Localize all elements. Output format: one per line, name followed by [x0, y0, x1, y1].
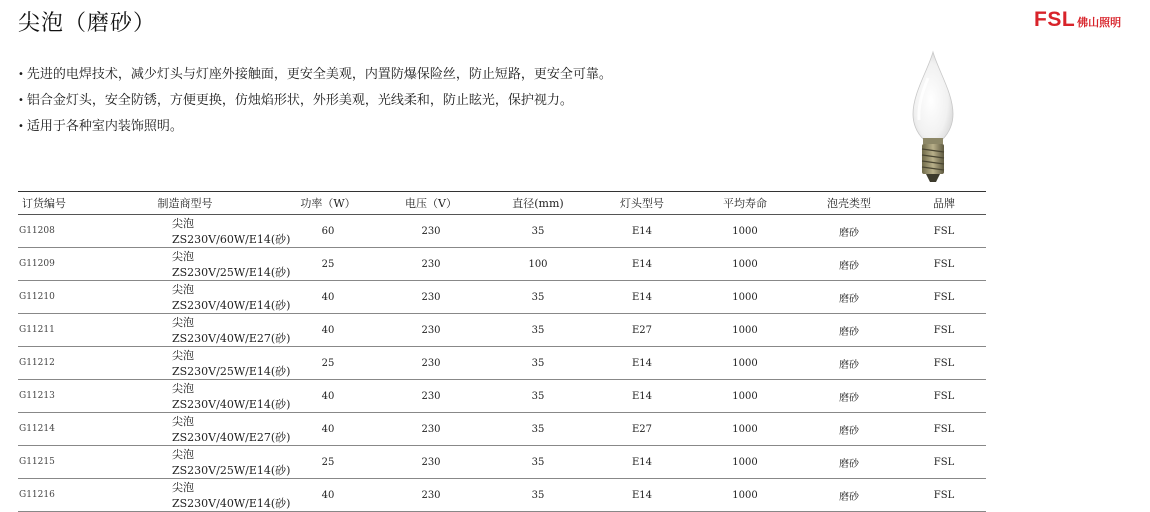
power-cell: 40	[280, 413, 376, 446]
order-no-cell: G11212	[18, 347, 90, 380]
brand-cell: FSL	[902, 479, 986, 512]
table-row	[18, 314, 986, 347]
bullet-icon: •	[18, 69, 24, 80]
base-cell: E14	[590, 281, 694, 314]
voltage-cell: 230	[376, 248, 486, 281]
bulb-type-cell: 磨砂	[796, 281, 902, 314]
order-no-cell: G11215	[18, 446, 90, 479]
diameter-cell: 100	[486, 248, 590, 281]
diameter-cell: 35	[486, 479, 590, 512]
brand-cell: FSL	[902, 281, 986, 314]
order-no-cell: G11208	[18, 215, 90, 248]
model-cell: 尖泡ZS230V/40W/E14(砂)	[90, 380, 280, 413]
order-no-cell: G11209	[18, 248, 90, 281]
diameter-cell: 35	[486, 314, 590, 347]
base-cell: E14	[590, 479, 694, 512]
col-header-voltage: 电压（V）	[376, 192, 486, 215]
table-row	[18, 215, 986, 248]
power-cell: 25	[280, 248, 376, 281]
model-cell: 尖泡ZS230V/60W/E14(砂)	[90, 215, 280, 248]
bulb-type-cell: 磨砂	[796, 314, 902, 347]
diameter-cell: 35	[486, 446, 590, 479]
feature-list	[18, 68, 612, 146]
logo-company-name: 佛山照明	[1077, 16, 1122, 29]
bullet-icon: •	[18, 95, 24, 106]
bulb-type-cell: 磨砂	[796, 380, 902, 413]
candle-bulb-image	[898, 48, 968, 188]
col-header-life: 平均寿命	[694, 192, 796, 215]
life-cell: 1000	[694, 314, 796, 347]
power-cell: 40	[280, 380, 376, 413]
power-cell: 40	[280, 281, 376, 314]
voltage-cell: 230	[376, 380, 486, 413]
voltage-cell: 230	[376, 479, 486, 512]
table-row	[18, 479, 986, 512]
voltage-cell: 230	[376, 446, 486, 479]
model-cell: 尖泡ZS230V/40W/E27(砂)	[90, 413, 280, 446]
table-row	[18, 281, 986, 314]
diameter-cell: 35	[486, 347, 590, 380]
life-cell: 1000	[694, 347, 796, 380]
col-header-power: 功率（W）	[280, 192, 376, 215]
order-no-cell: G11213	[18, 380, 90, 413]
brand-cell: FSL	[902, 380, 986, 413]
feature-item	[18, 120, 612, 134]
col-header-bulb-type: 泡壳类型	[796, 192, 902, 215]
brand-cell: FSL	[902, 248, 986, 281]
voltage-cell: 230	[376, 215, 486, 248]
bulb-type-cell: 磨砂	[796, 446, 902, 479]
bulb-type-cell: 磨砂	[796, 347, 902, 380]
diameter-cell: 35	[486, 281, 590, 314]
brand-cell: FSL	[902, 413, 986, 446]
voltage-cell: 230	[376, 314, 486, 347]
base-cell: E14	[590, 248, 694, 281]
page-title: 尖泡（磨砂）	[18, 11, 157, 36]
power-cell: 60	[280, 215, 376, 248]
col-header-base: 灯头型号	[590, 192, 694, 215]
brand-cell: FSL	[902, 446, 986, 479]
model-cell: 尖泡ZS230V/40W/E14(砂)	[90, 479, 280, 512]
bullet-icon: •	[18, 121, 24, 132]
life-cell: 1000	[694, 479, 796, 512]
voltage-cell: 230	[376, 413, 486, 446]
table-header-row	[18, 192, 986, 215]
life-cell: 1000	[694, 446, 796, 479]
brand-cell: FSL	[902, 347, 986, 380]
model-cell: 尖泡ZS230V/25W/E14(砂)	[90, 248, 280, 281]
col-header-model: 制造商型号	[90, 192, 280, 215]
model-cell: 尖泡ZS230V/25W/E14(砂)	[90, 347, 280, 380]
power-cell: 25	[280, 446, 376, 479]
col-header-brand: 品牌	[902, 192, 986, 215]
life-cell: 1000	[694, 413, 796, 446]
life-cell: 1000	[694, 281, 796, 314]
order-no-cell: G11216	[18, 479, 90, 512]
col-header-diameter: 直径(mm)	[486, 192, 590, 215]
voltage-cell: 230	[376, 347, 486, 380]
base-cell: E27	[590, 314, 694, 347]
bulb-type-cell: 磨砂	[796, 215, 902, 248]
bulb-type-cell: 磨砂	[796, 413, 902, 446]
feature-item	[18, 68, 612, 82]
model-cell: 尖泡ZS230V/40W/E14(砂)	[90, 281, 280, 314]
order-no-cell: G11214	[18, 413, 90, 446]
life-cell: 1000	[694, 380, 796, 413]
table-row	[18, 380, 986, 413]
feature-text: 先进的电焊技术，减少灯头与灯座外接触面，更安全美观，内置防爆保险丝，防止短路，更安全可靠。	[26, 67, 612, 82]
brand-logo	[1034, 8, 1121, 32]
bulb-type-cell: 磨砂	[796, 248, 902, 281]
bulb-type-cell: 磨砂	[796, 479, 902, 512]
base-cell: E27	[590, 413, 694, 446]
order-no-cell: G11211	[18, 314, 90, 347]
feature-text: 适用于各种室内装饰照明。	[26, 119, 183, 134]
table-row	[18, 446, 986, 479]
base-cell: E14	[590, 347, 694, 380]
life-cell: 1000	[694, 248, 796, 281]
table-row	[18, 413, 986, 446]
table-row	[18, 248, 986, 281]
diameter-cell: 35	[486, 215, 590, 248]
diameter-cell: 35	[486, 413, 590, 446]
voltage-cell: 230	[376, 281, 486, 314]
brand-cell: FSL	[902, 314, 986, 347]
base-cell: E14	[590, 215, 694, 248]
model-cell: 尖泡ZS230V/25W/E14(砂)	[90, 446, 280, 479]
col-header-order-no: 订货编号	[18, 192, 90, 215]
feature-text: 铝合金灯头，安全防锈，方便更换，仿烛焰形状，外形美观，光线柔和，防止眩光，保护视力。	[26, 93, 573, 108]
power-cell: 40	[280, 314, 376, 347]
logo-brand-text: FSL	[1034, 8, 1076, 31]
spec-table	[18, 191, 986, 512]
power-cell: 40	[280, 479, 376, 512]
table-row	[18, 347, 986, 380]
brand-cell: FSL	[902, 215, 986, 248]
power-cell: 25	[280, 347, 376, 380]
base-cell: E14	[590, 380, 694, 413]
life-cell: 1000	[694, 215, 796, 248]
order-no-cell: G11210	[18, 281, 90, 314]
base-cell: E14	[590, 446, 694, 479]
diameter-cell: 35	[486, 380, 590, 413]
model-cell: 尖泡ZS230V/40W/E27(砂)	[90, 314, 280, 347]
feature-item	[18, 94, 612, 108]
